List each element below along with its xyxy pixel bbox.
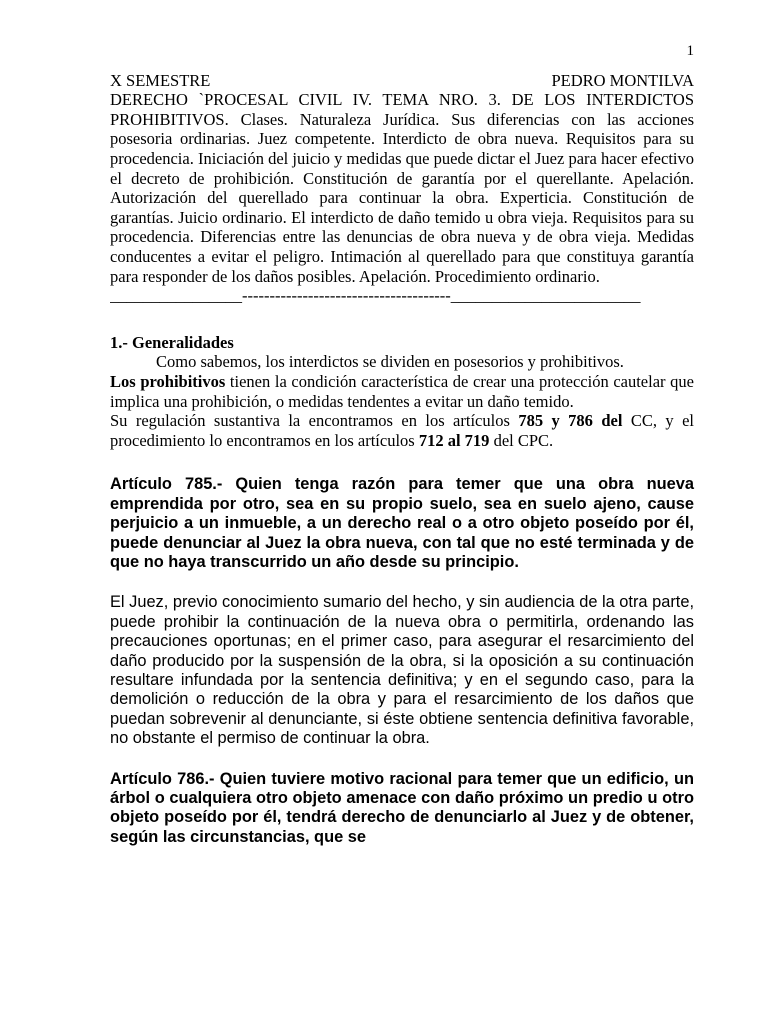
document-header [110,71,694,91]
section-title-generalidades: 1.- Generalidades [110,332,234,352]
regulation-cpc-articles: 712 al 719 [418,430,490,450]
regulation-text-2: CC, y el procedimiento lo encontramos en los artículos [110,411,694,450]
separator-line: ________________--------------------------------------_______________________ [110,286,641,306]
regulation-cc-articles: 785 y 786 del [518,411,623,431]
generalidades-intro-line: Como sabemos, los interdictos se dividen en posesorios y prohibitivos. [156,352,624,372]
regulation-text-1: Su regulación sustantiva la encontramos en los artículos [110,411,519,431]
article-786-heading: Artículo 786.- Quien tuviere motivo racional para temer que un edificio, un árbol o cualquiera otro objeto amenace con daño próximo un predio u otro objeto poseído por él, tendrá derecho de denunciarlo al Juez y de obtener, según las circunstancias, que se [110,769,694,846]
regulation-text-3: del CPC. [489,430,554,450]
prohibitivos-text: tienen la condición característica de crear una protección cautelar que implica una prohibición, o medidas tendentes a evitar un daño temido. [110,371,694,411]
article-785-heading: Artículo 785.- Quien tenga razón para temer que una obra nueva emprendida por otro, sea en su propio suelo, sea en suelo ajeno, cause perjuicio a un inmueble, a un derecho real o a otro objeto poseído por él, puede denunciar al Juez la obra nueva, con tal que no esté terminada y de que no haya transcurrido un año desde su principio. [110,475,694,571]
header-author: PEDRO MONTILVA [551,70,694,90]
topic-intro-paragraph: DERECHO `PROCESAL CIVIL IV. TEMA NRO. 3. DE LOS INTERDICTOS PROHIBITIVOS. Clases. Naturaleza Jurídica. Sus diferencias con las acciones posesoria ordinarias. Juez competente. Interdicto de obra nueva. Requisitos para su procedencia. Iniciación del juicio y medidas que puede dictar el Juez para hacer efectivo el decreto de prohibición. Constitución de garantía por el querellante. Apelación. Autorización del querellado para continuar la obra. Experticia. Constitución de garantías. Juicio ordinario. El interdicto de daño temido u obra vieja. Requisitos para su procedencia. Diferencias entre las denuncias de obra nueva y de obra vieja. Medidas conducentes a evitar el peligro. Intimación al querellado para que constituya garantía para responder de los daños posibles. Apelación. Procedimiento ordinario. [110,90,694,286]
page-number: 1 [686,43,694,59]
prohibitivos-label: Los prohibitivos [110,371,226,391]
prohibitivos-paragraph [110,372,694,411]
article-785-paragraph: El Juez, previo conocimiento sumario del hecho, y sin audiencia de la otra parte, puede prohibir la continuación de la nueva obra o permitirla, ordenando las precauciones oportunas; en el primer caso, para asegurar el resarcimiento del daño producido por la suspensión de la obra, si la oposición a su continuación resultare infundada por la sentencia definitiva; y en el segundo caso, para la demolición o reducción de la obra y para el resarcimiento de los daños que puedan sobrevenir al denunciante, si éste obtiene sentencia definitiva favorable, no obstante el permiso de continuar la obra. [110,593,695,748]
regulation-paragraph [110,411,694,450]
header-semester: X SEMESTRE [110,70,211,90]
